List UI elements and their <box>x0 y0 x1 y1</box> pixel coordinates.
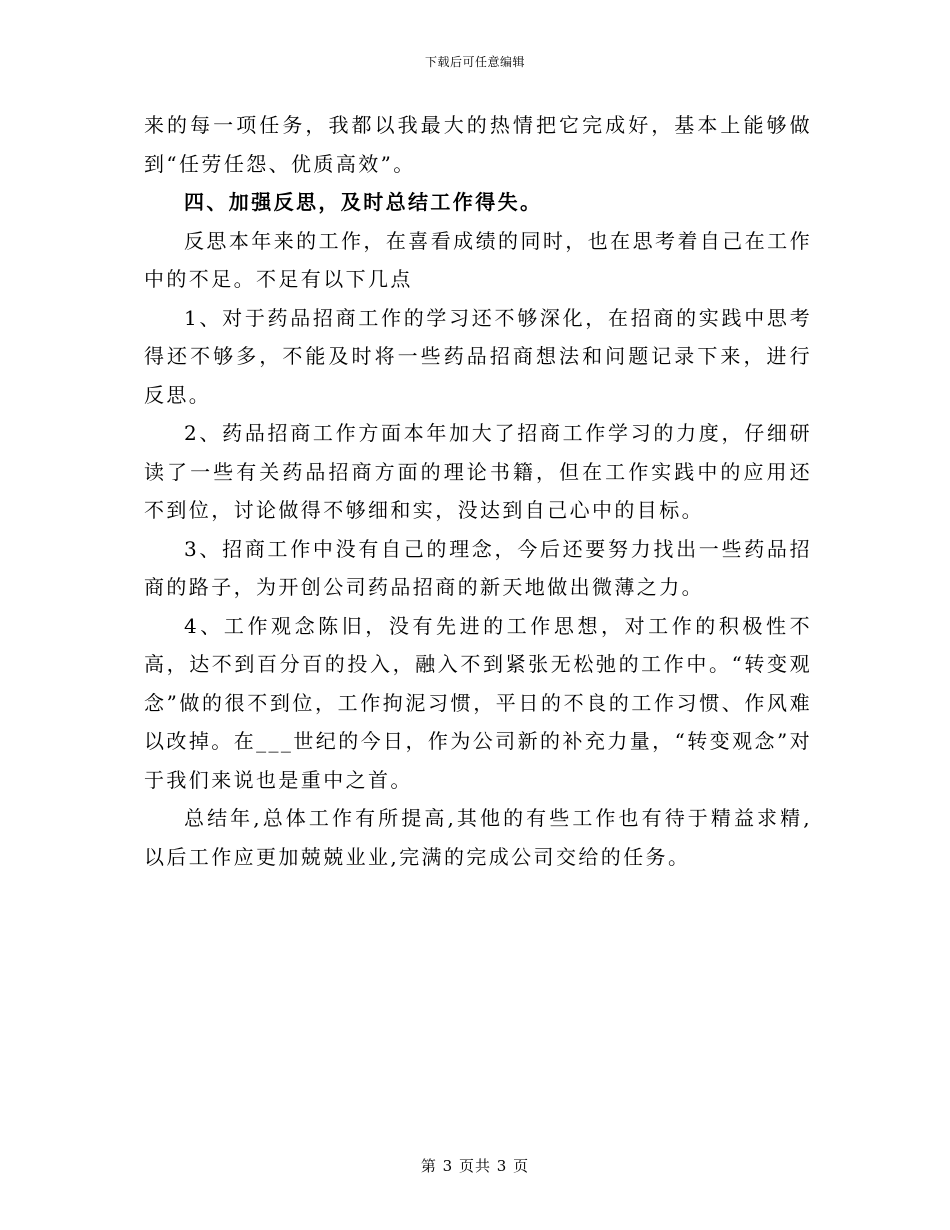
page-footer: 第 3 页共 3 页 <box>420 1157 530 1175</box>
paragraph-point-3: 3、招商工作中没有自己的理念，今后还要努力找出一些药品招商的路子，为开创公司药品招商的新天地做出微薄之力。 <box>144 536 812 599</box>
paragraph-continuation: 来的每一项任务，我都以我最大的热情把它完成好，基本上能够做到“任劳任怨、优质高效”。 <box>144 113 812 176</box>
section-heading: 四、加强反思，及时总结工作得失。 <box>184 190 543 214</box>
document-body <box>144 106 812 876</box>
paragraph-point-1: 1、对于药品招商工作的学习还不够深化，在招商的实践中思考得还不够多，不能及时将一些药品招商想法和问题记录下来，进行反思。 <box>144 305 812 407</box>
paragraph-reflection: 反思本年来的工作，在喜看成绩的同时，也在思考着自己在工作中的不足。不足有以下几点 <box>144 228 812 291</box>
page-header: 下载后可任意编辑 <box>424 55 525 69</box>
paragraph-point-4: 4、工作观念陈旧，没有先进的工作思想，对工作的积极性不高，达不到百分百的投入，融入不到紧张无松弛的工作中。“转变观念”做的很不到位，工作拘泥习惯，平日的不良的工作习惯、作风难以改掉。在___世纪的今日，作为公司新的补充力量，“转变观念”对于我们来说也是重中之首。 <box>144 613 812 792</box>
paragraph-summary: 总结年,总体工作有所提高,其他的有些工作也有待于精益求精,以后工作应更加兢兢业业,完满的完成公司交给的任务。 <box>144 806 812 869</box>
paragraph-point-2: 2、药品招商工作方面本年加大了招商工作学习的力度，仔细研读了一些有关药品招商方面的理论书籍，但在工作实践中的应用还不到位，讨论做得不够细和实，没达到自己心中的目标。 <box>144 421 812 522</box>
